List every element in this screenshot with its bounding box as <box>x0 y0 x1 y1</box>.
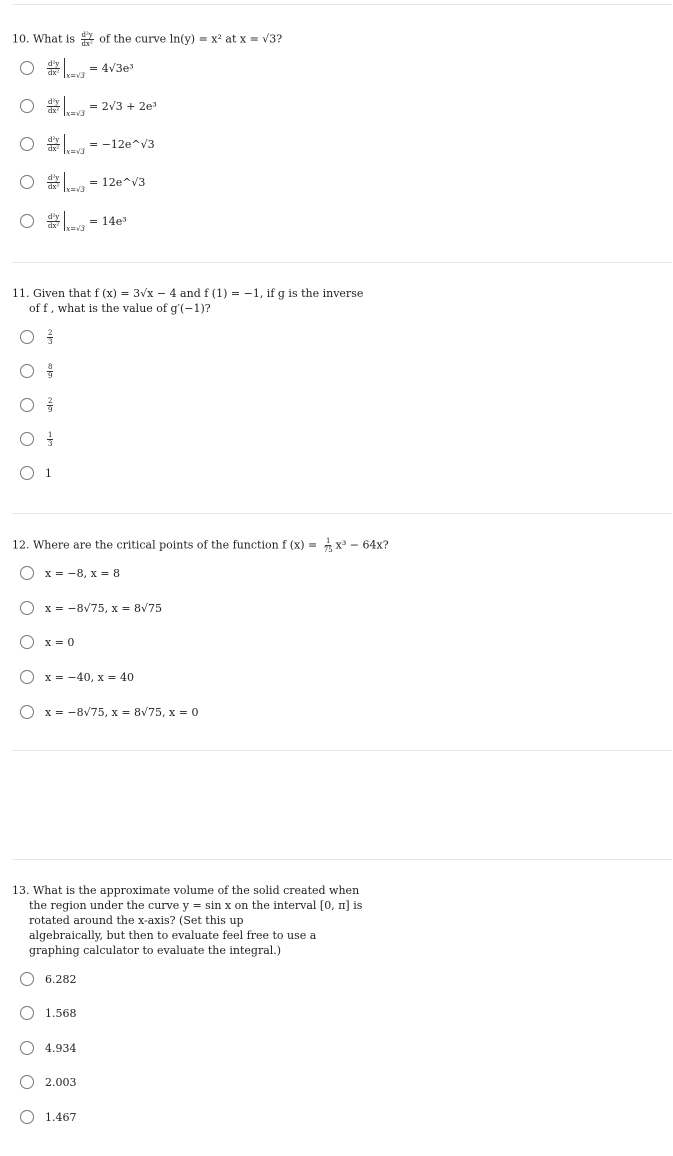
fraction-numerator: 2 <box>48 396 53 405</box>
q11-option-b[interactable] <box>20 362 55 380</box>
radio-button[interactable] <box>20 61 34 75</box>
q11-option-a-label <box>45 329 55 346</box>
evaluation-bar <box>64 211 65 231</box>
fraction-denominator: 3 <box>48 439 53 448</box>
option-fraction <box>47 329 53 346</box>
option-text: = 12e^√3 <box>88 175 146 189</box>
q10-option-e[interactable] <box>20 212 127 233</box>
fraction-denominator: 9 <box>48 405 53 414</box>
fraction-denominator: dx² <box>48 68 60 77</box>
q13-option-b-label: 1.568 <box>45 1006 77 1020</box>
q11-option-b-label <box>45 363 55 380</box>
q13-option-d[interactable] <box>20 1073 77 1091</box>
fraction-denominator: dx² <box>81 40 93 48</box>
radio-button[interactable] <box>20 705 34 719</box>
q11-option-d[interactable] <box>20 430 55 448</box>
radio-button[interactable] <box>20 1075 34 1089</box>
q12-option-a-label: x = −8, x = 8 <box>45 566 121 580</box>
question-13-text <box>12 883 362 958</box>
q12-option-a[interactable] <box>20 564 120 582</box>
question-12-prefix: 12. Where are the critical points of the function f (x) = <box>12 538 321 552</box>
option-fraction <box>47 397 53 414</box>
q12-option-e[interactable] <box>20 703 198 721</box>
radio-button[interactable] <box>20 1110 34 1124</box>
fraction-denominator: 75 <box>323 546 333 554</box>
fraction-denominator: dx² <box>48 106 60 115</box>
q12-option-b-label: x = −8√75, x = 8√75 <box>45 601 163 615</box>
evaluation-bar <box>64 96 65 116</box>
radio-button[interactable] <box>20 466 34 480</box>
fraction-numerator: 2 <box>48 328 53 337</box>
divider-blank-q13 <box>12 859 672 860</box>
radio-button[interactable] <box>20 972 34 986</box>
q10-option-a-label <box>45 58 134 78</box>
q10-option-a[interactable] <box>20 59 134 80</box>
fraction-numerator: d²y <box>48 97 60 106</box>
q10-option-b[interactable] <box>20 97 157 118</box>
q10-option-c[interactable] <box>20 135 155 156</box>
fraction-numerator: 1 <box>325 537 331 545</box>
radio-button[interactable] <box>20 330 34 344</box>
fraction-numerator: 8 <box>48 362 53 371</box>
second-derivative-fraction <box>81 31 94 48</box>
question-12-suffix: x³ − 64x? <box>335 538 389 552</box>
q13-option-a[interactable] <box>20 970 77 988</box>
fraction-denominator: 9 <box>48 371 53 380</box>
radio-button[interactable] <box>20 1041 34 1055</box>
question-10-suffix: of the curve ln(y) = x² at x = √3? <box>95 32 283 46</box>
radio-button[interactable] <box>20 1006 34 1020</box>
question-12-text <box>12 537 389 554</box>
divider-q12-blank <box>12 750 672 751</box>
radio-button[interactable] <box>20 364 34 378</box>
q11-option-e[interactable] <box>20 464 52 482</box>
fraction-numerator: d²y <box>81 31 93 39</box>
option-fraction <box>47 363 53 380</box>
question-11-text <box>12 286 363 316</box>
q12-option-c[interactable] <box>20 633 74 651</box>
q13-option-c-label: 4.934 <box>45 1041 77 1055</box>
q11-option-c[interactable] <box>20 396 55 414</box>
fraction-numerator: 1 <box>48 430 53 439</box>
q11-option-d-label <box>45 431 55 448</box>
q10-option-d[interactable] <box>20 173 146 194</box>
q13-option-e-label: 1.467 <box>45 1110 77 1124</box>
question-11-line-2: of f , what is the value of g′(−1)? <box>29 302 211 315</box>
radio-button[interactable] <box>20 137 34 151</box>
q12-option-c-label: x = 0 <box>45 635 75 649</box>
second-derivative-fraction <box>47 174 60 191</box>
q10-option-e-label <box>45 211 127 231</box>
question-13-line-3: rotated around the x-axis? (Set this up <box>29 914 244 927</box>
coefficient-fraction <box>323 537 334 554</box>
divider-q11-q12 <box>12 513 672 514</box>
option-text: = 4√3e³ <box>88 61 134 75</box>
q12-option-d-label: x = −40, x = 40 <box>45 670 135 684</box>
fraction-numerator: d²y <box>48 59 60 68</box>
q13-option-e[interactable] <box>20 1108 77 1126</box>
radio-button[interactable] <box>20 398 34 412</box>
q10-option-c-label <box>45 134 155 154</box>
option-text: = 14e³ <box>88 214 127 228</box>
option-fraction <box>47 431 53 448</box>
q11-option-c-label <box>45 397 55 414</box>
divider-top <box>12 4 672 5</box>
evaluation-bar <box>64 172 65 192</box>
option-text: = −12e^√3 <box>88 137 155 151</box>
evaluation-point: x=√3 <box>66 148 85 156</box>
q13-option-d-label: 2.003 <box>45 1075 77 1089</box>
radio-button[interactable] <box>20 214 34 228</box>
question-10-text <box>12 31 282 48</box>
fraction-numerator: d²y <box>48 135 60 144</box>
evaluation-point: x=√3 <box>66 186 85 194</box>
evaluation-point: x=√3 <box>66 110 85 118</box>
option-text: = 2√3 + 2e³ <box>88 99 157 113</box>
evaluation-point: x=√3 <box>66 72 85 80</box>
radio-button[interactable] <box>20 99 34 113</box>
fraction-denominator: dx² <box>48 221 60 230</box>
radio-button[interactable] <box>20 601 34 615</box>
q10-option-d-label <box>45 172 145 192</box>
q12-option-e-label: x = −8√75, x = 8√75, x = 0 <box>45 705 199 719</box>
evaluation-bar <box>64 134 65 154</box>
second-derivative-fraction <box>47 98 60 115</box>
radio-button[interactable] <box>20 432 34 446</box>
fraction-denominator: dx² <box>48 144 60 153</box>
question-13-line-5: graphing calculator to evaluate the integral.) <box>29 944 282 957</box>
q13-option-b[interactable] <box>20 1004 77 1022</box>
radio-button[interactable] <box>20 670 34 684</box>
q13-option-c[interactable] <box>20 1039 77 1057</box>
fraction-numerator: d²y <box>48 212 60 221</box>
question-13-line-4: algebraically, but then to evaluate feel free to use a <box>29 929 317 942</box>
radio-button[interactable] <box>20 566 34 580</box>
question-13-line-2: the region under the curve y = sin x on the interval [0, π] is <box>29 899 363 912</box>
q10-option-b-label <box>45 96 157 116</box>
q12-option-b[interactable] <box>20 599 162 617</box>
q11-option-e-label: 1 <box>45 466 52 480</box>
second-derivative-fraction <box>47 136 60 153</box>
evaluation-bar <box>64 58 65 78</box>
evaluation-point: x=√3 <box>66 225 85 233</box>
fraction-numerator: d²y <box>48 173 60 182</box>
q12-option-d[interactable] <box>20 668 134 686</box>
radio-button[interactable] <box>20 175 34 189</box>
fraction-denominator: dx² <box>48 182 60 191</box>
divider-q10-q11 <box>12 262 672 263</box>
question-11-line-1: 11. Given that f (x) = 3√x − 4 and f (1) = −1, if g is the inverse <box>12 287 364 300</box>
q11-option-a[interactable] <box>20 328 55 346</box>
fraction-denominator: 3 <box>48 337 53 346</box>
second-derivative-fraction <box>47 60 60 77</box>
q13-option-a-label: 6.282 <box>45 972 77 986</box>
second-derivative-fraction <box>47 213 60 230</box>
question-10-prefix: 10. What is <box>12 32 79 46</box>
question-13-line-1: 13. What is the approximate volume of the solid created when <box>12 884 360 897</box>
radio-button[interactable] <box>20 635 34 649</box>
